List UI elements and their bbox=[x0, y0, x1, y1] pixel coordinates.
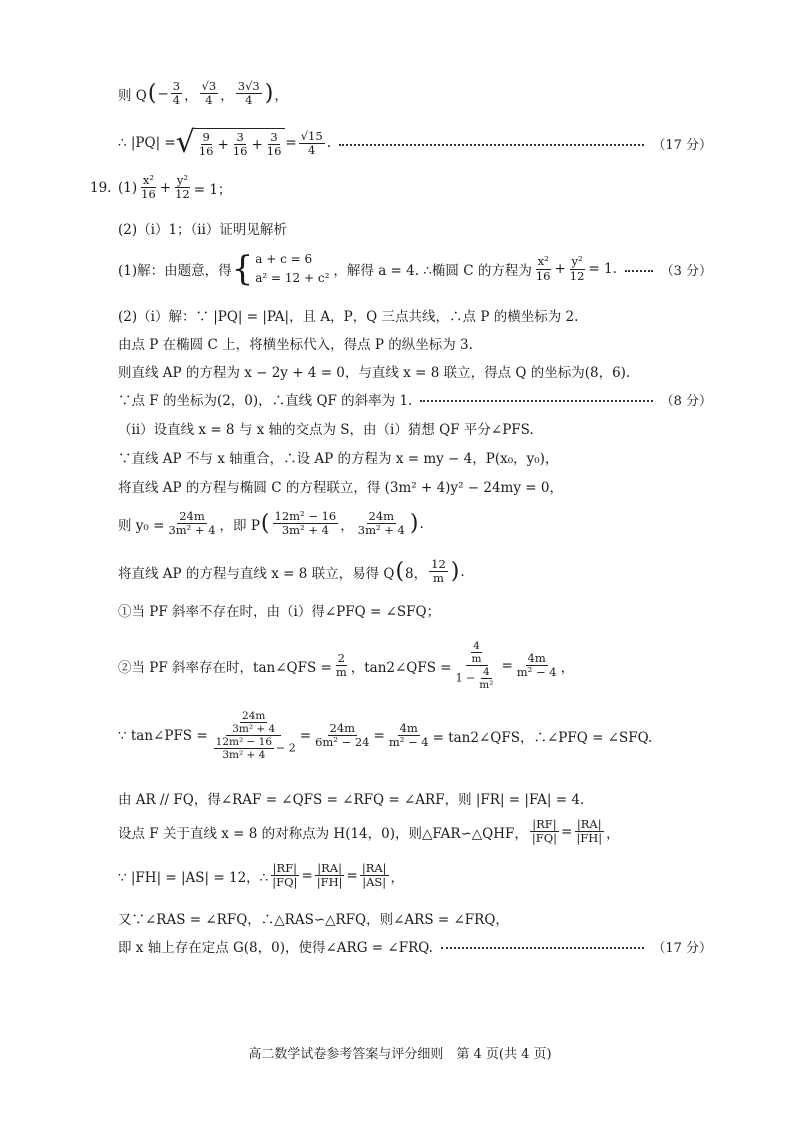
line-point-p: 由点 P 在椭圆 C 上，将横坐标代入，得点 P 的纵坐标为 3. bbox=[118, 337, 473, 353]
line-conclusion: 即 x 轴上存在定点 G(8，0)，使得∠ARG = ∠FRQ. （17 分） bbox=[118, 936, 712, 956]
page-footer: 高二数学试卷参考答案与评分细则 第 4 页(共 4 页) bbox=[248, 1047, 552, 1062]
line-combine: 将直线 AP 的方程与椭圆 C 的方程联立，得 (3m² + 4)y² − 24my = 0， bbox=[118, 480, 563, 496]
leader-dots bbox=[339, 144, 644, 146]
line-q-coordinates: 则 Q ( − $\frac{3}{4}$ ， $\frac{√3}{4}$ ， $\frac{3√3}{4}$ ) ， bbox=[118, 79, 288, 108]
line-ap-setup: ∵直线 AP 不与 x 轴重合，∴设 AP 的方程为 x = my − 4，P(x₀，y₀)， bbox=[118, 451, 559, 467]
text-q-label: 则 Q bbox=[118, 87, 147, 104]
paren-close: ) bbox=[264, 80, 274, 106]
line-pq-length: ∴ |PQ| = √ $\frac{9}{16}$ + $\frac{3}{16}$ + $\frac{3}{16}$ = $\frac{√15}{4}$ . （17 分） bbox=[118, 125, 712, 161]
leader-dots bbox=[420, 400, 652, 402]
frac-qz: $\frac{3√3}{4}$ bbox=[237, 79, 260, 108]
paren-open: ( bbox=[147, 80, 157, 106]
line-case-2: ②当 PF 斜率存在时，tan∠QFS = $\frac{2}{m}$ ，tan2∠QFS = $\frac{4}{m}$ 1 − $\frac{4}{\text{m²}}$ = $\frac{4m}{\text{m² − 4}}$ ， bbox=[118, 640, 575, 692]
score-17-a: （17 分） bbox=[652, 137, 712, 153]
score-17-b: （17 分） bbox=[652, 940, 712, 956]
frac-qy: $\frac{√3}{4}$ bbox=[201, 79, 217, 108]
line-answer-2: (2)（ⅰ）1；（ⅱ）证明见解析 bbox=[118, 222, 287, 238]
leader-dots bbox=[625, 270, 653, 272]
line-fh-as: ∵ |FH| = |AS| = 12，∴ $\frac{|RF|}{|FQ|}$ = $\frac{|RA|}{|FH|}$ = $\frac{|RA|}{|AS|}$ ， bbox=[118, 861, 405, 890]
line-ap-equation: 则直线 AP 的方程为 x − 2y + 4 = 0，与直线 x = 8 联立，得点 Q 的坐标为(8，6). bbox=[118, 365, 631, 381]
leader-dots bbox=[441, 947, 644, 949]
line-tan-pfs: ∵ tan∠PFS = $\frac{24m}{\text{3m² + 4}}$ $\frac{\text{12m² − 16}}{\text{3m² + 4}}$ − 2 = $\frac{24m}{\text{6m² − 24}}$ = $\frac{4m}{\text{m² − 4}}$ = tan2∠QFS，∴∠PFQ = ∠SFQ. bbox=[118, 710, 653, 762]
sign: − bbox=[157, 85, 169, 102]
line-ras: 又∵∠RAS = ∠RFQ，∴△RAS∽△RFQ，则∠ARS = ∠FRQ， bbox=[118, 912, 509, 928]
line-ar-fq: 由 AR // FQ，得∠RAF = ∠QFS = ∠RFQ = ∠ARF，则 |FR| = |FA| = 4. bbox=[118, 792, 585, 808]
line-part-ii: （ⅱ）设直线 x = 8 与 x 轴的交点为 S，由（ⅰ）猜想 QF 平分∠PFS. bbox=[118, 422, 534, 438]
text-pq: ∴ |PQ| = bbox=[118, 135, 176, 152]
line-solution-2i: (2)（ⅰ）解：∵ |PQ| = |PA|，且 A，P，Q 三点共线，∴点 P 的横坐标为 2. bbox=[118, 309, 579, 325]
line-y0: 则 y₀ = $\frac{24m}{\text{3m² + 4}}$ ，即 P ( $\frac{\text{12m² − 16}}{\text{3m² + 4}}$ ， $\frac{24m}{\text{3m² + 4}}$ ) . bbox=[118, 509, 424, 538]
line-qf-slope: ∵点 F 的坐标为(2，0)，∴直线 QF 的斜率为 1. （8 分） bbox=[118, 389, 712, 409]
line-solution-1: (1)解：由题意，得 { a + c = 6 a² = 12 + c² ，解得 a = 4. ∴椭圆 C 的方程为 $\frac{\text{x²}}{16}$ + $\frac{\text{y²}}{12}$ = 1. （3 分） bbox=[118, 249, 712, 290]
frac-tan2: $\frac{4}{m}$ 1 − $\frac{4}{\text{m²}}$ bbox=[455, 640, 494, 692]
system-brace: { bbox=[231, 249, 254, 290]
question-number: 19. bbox=[90, 180, 112, 196]
score-8: （8 分） bbox=[660, 393, 712, 409]
line-q-point: 将直线 AP 的方程与直线 x = 8 联立，易得 Q ( 8， $\frac{12}{m}$ ) . bbox=[118, 557, 465, 586]
frac-qx: $\frac{3}{4}$ bbox=[172, 79, 181, 108]
line-symmetric-h: 设点 F 关于直线 x = 8 的对称点为 H(14，0)，则△FAR∽△QHF， $\frac{|RF|}{|FQ|}$ = $\frac{|RA|}{|FH|}$ ， bbox=[118, 817, 620, 846]
line-case-1: ①当 PF 斜率不存在时，由（ⅰ）得∠PFQ = ∠SFQ； bbox=[118, 604, 441, 620]
sqrt-expr: √ $\frac{9}{16}$ + $\frac{3}{16}$ + $\frac{3}{16}$ bbox=[176, 128, 286, 158]
score-3: （3 分） bbox=[660, 263, 712, 279]
frac-tan-pfs: $\frac{24m}{\text{3m² + 4}}$ $\frac{\text{12m² − 16}}{\text{3m² + 4}}$ − 2 bbox=[215, 710, 296, 762]
equation-system: a + c = 6 a² = 12 + c² bbox=[255, 252, 330, 286]
line-answer-1: (1) $\frac{\text{x²}}{16}$ + $\frac{\text{y²}}{12}$ = 1； bbox=[118, 173, 232, 202]
frac-result: $\frac{√15}{4}$ bbox=[300, 128, 323, 157]
